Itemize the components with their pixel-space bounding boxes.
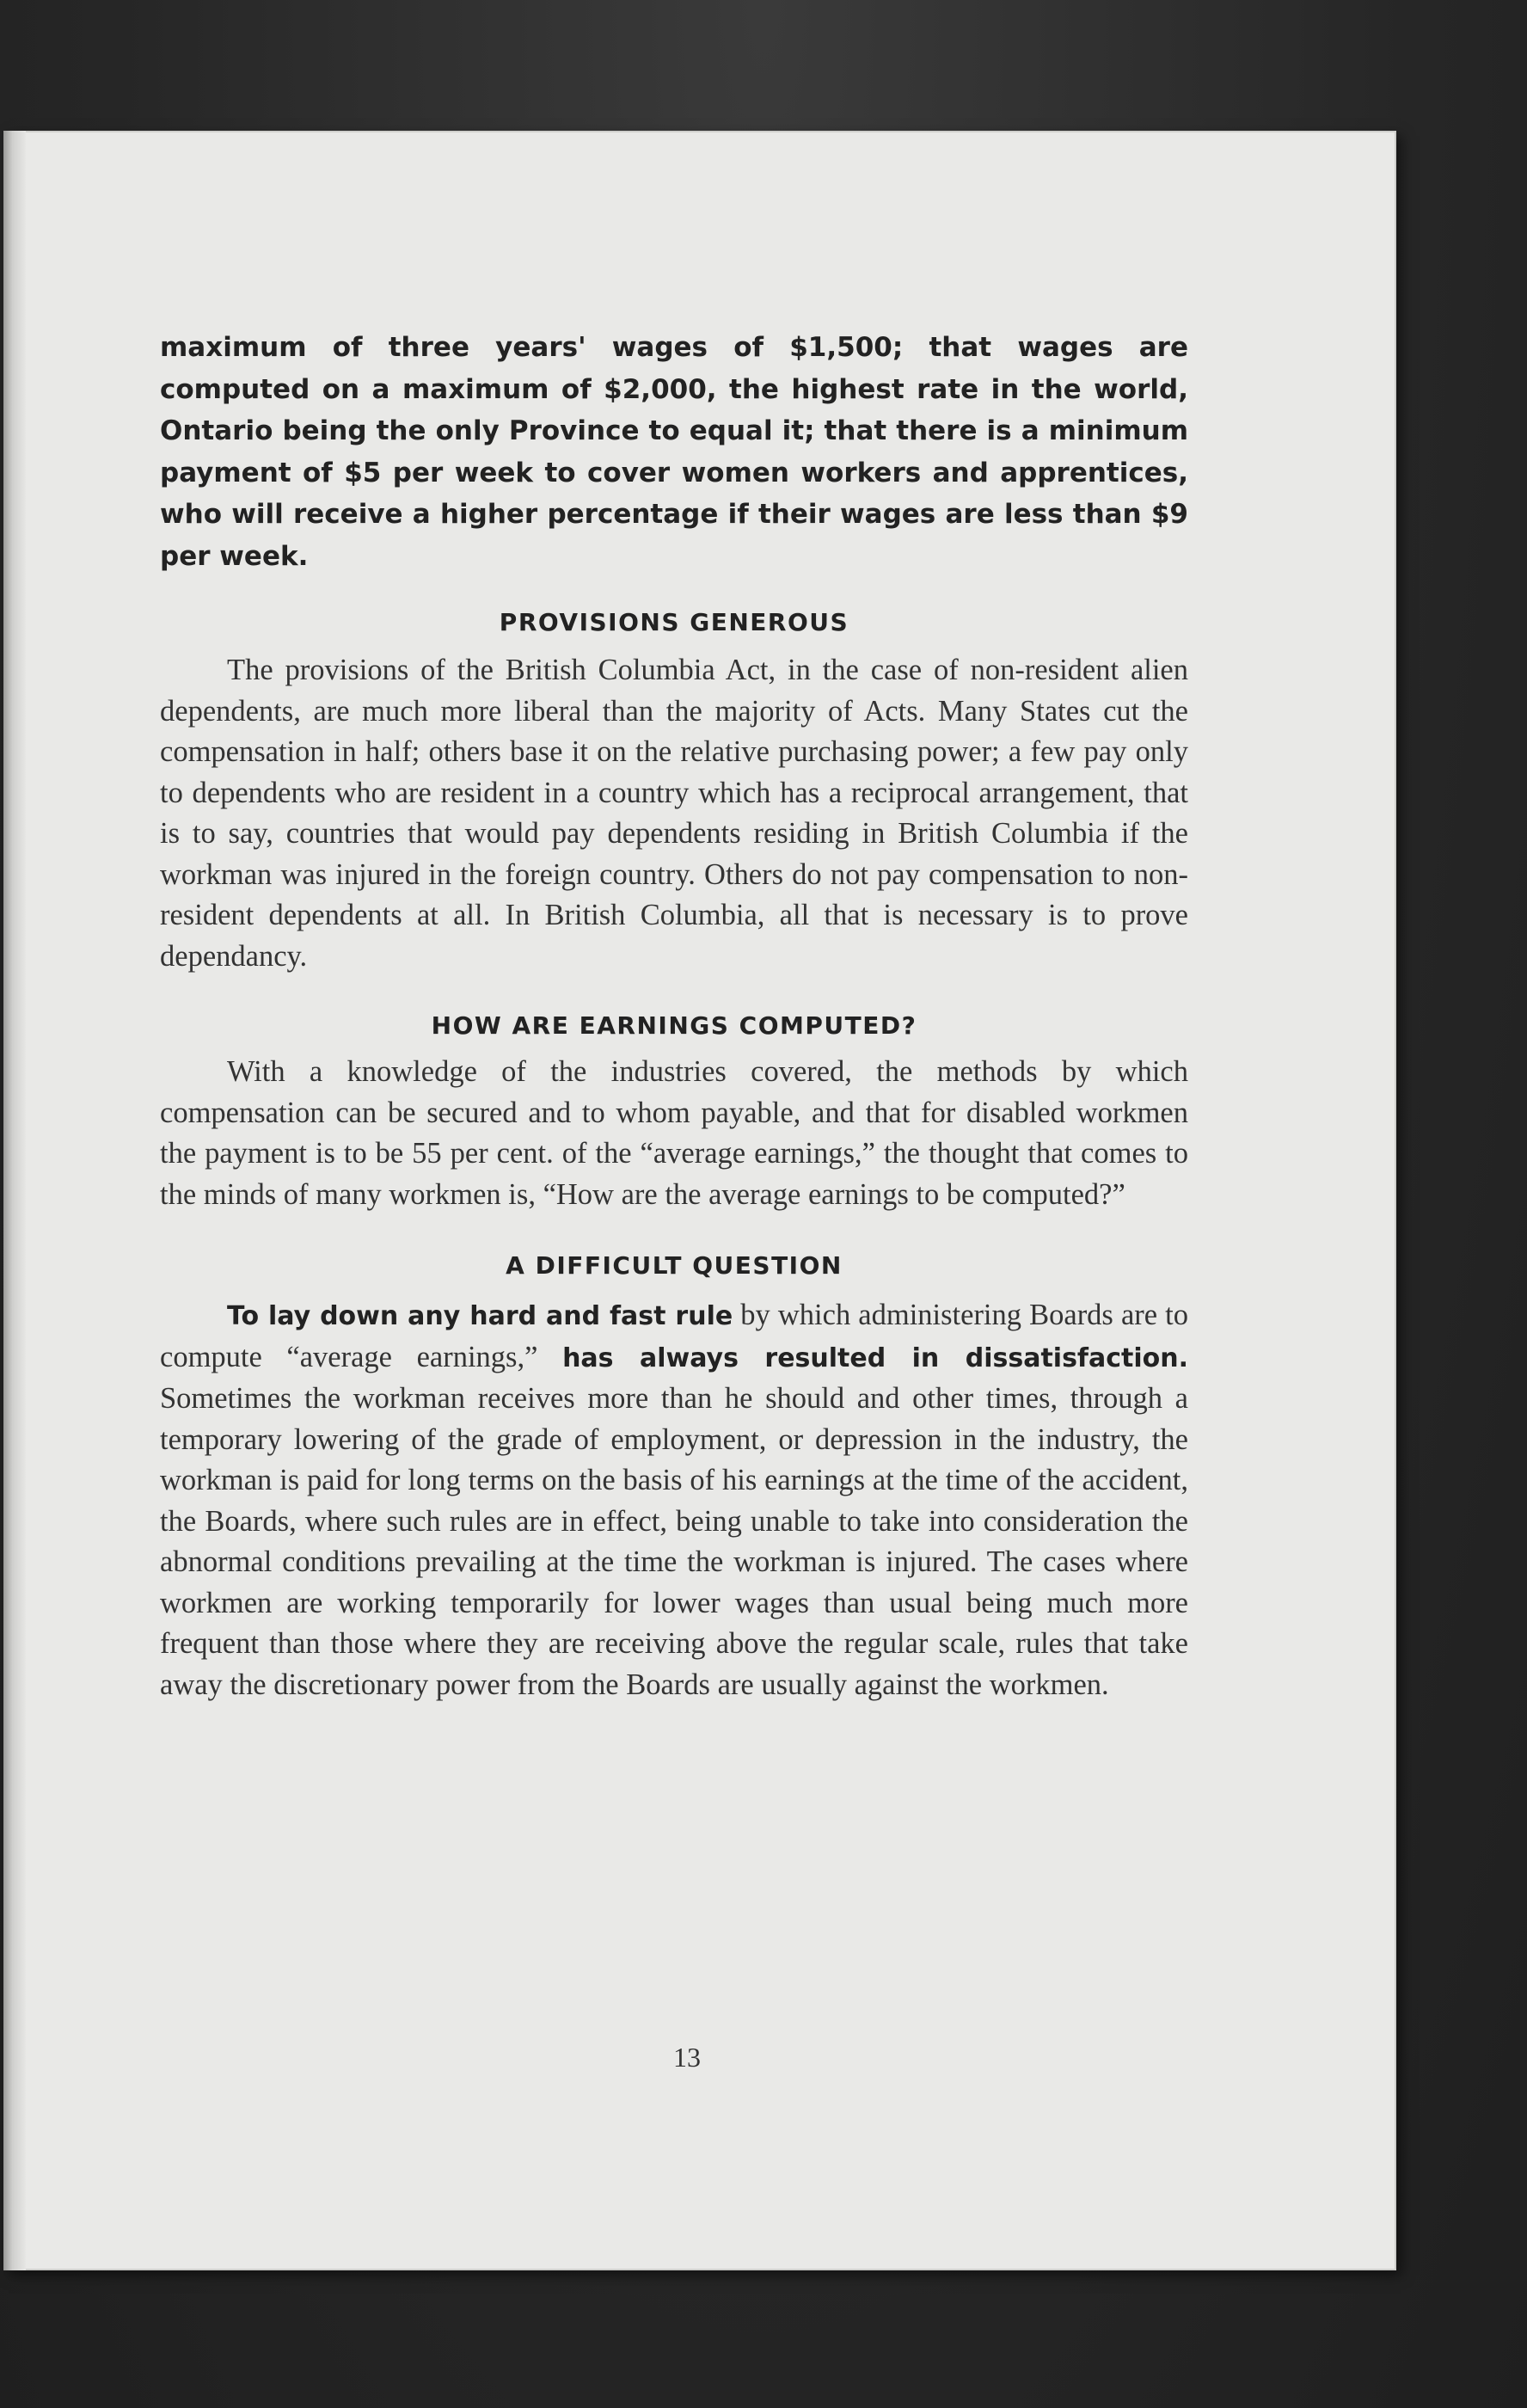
intro-paragraph: maximum of three years' wages of $1,500; that wages are computed on a maximum of $2,000, the highest rate in the world, Ontario being the only Province to equal it; that there is a minimum payment of $5 per week to cover women workers and apprentices, who will receive a higher percentage if their wages are less than $9 per week. <box>160 332 1188 572</box>
section-paragraph-provisions-generous: The provisions of the British Columbia Act, in the case of non-resident alien dependents, are much more liberal than the majority of Acts. Many States cut the compensation in half; others base it on the relative purchasing power; a few pay only to dependents who are resident in a country which has a reciprocal arrangement, that is to say, countries that would pay dependents residing in British Columbia if the workman was injured in the foreign country. Others do not pay compensation to non-resident dependents at all. In British Columbia, all that is necessary is to prove dependancy. <box>160 654 1188 973</box>
bold-mid-text: has always resulted in dissatisfaction. <box>562 1342 1188 1373</box>
document-page <box>3 131 1396 2270</box>
bold-lead-text: To lay down any hard and fast rule <box>227 1301 733 1331</box>
paragraph-text-part-1: by which administering Boards are to compute “average earnings,” <box>160 1299 1188 1373</box>
section-paragraph-how-are-earnings-computed: With a knowledge of the industries covered, the methods by which compensation can be secured and to whom payable, and that for disabled workmen the payment is to be 55 per cent. of the “average earnings,” the thought that comes to the minds of many workmen is, “How are the average earnings to be computed?” <box>160 1055 1188 1211</box>
page-number-text: 13 <box>673 2042 701 2073</box>
page-binding-edge <box>3 131 26 2270</box>
paragraph-text-part-2: Sometimes the workman receives more than he should and other times, through a temporary lowering of the grade of employment, or depression in the industry, the workman is paid for long terms on the basis of his earnings at the time of the accident, the Boards, where such rules are in effect, being unable to take into consideration the abnormal conditions prevailing at the time the workman is injured. The cases where workmen are working temporarily for lower wages than usual being much more frequent than those where they are receiving above the regular scale, rules that take away the discretionary power from the Boards are usually against the workmen. <box>160 1382 1188 1701</box>
section-heading-a-difficult-question: A DIFFICULT QUESTION <box>506 1251 843 1280</box>
page-number <box>3 2042 1371 2073</box>
section-heading-provisions-generous: PROVISIONS GENEROUS <box>499 608 849 636</box>
section-paragraph-a-difficult-question <box>160 1295 1188 1705</box>
section-heading-how-are-earnings-computed: HOW ARE EARNINGS COMPUTED? <box>431 1011 917 1040</box>
page-content <box>160 327 1188 1705</box>
